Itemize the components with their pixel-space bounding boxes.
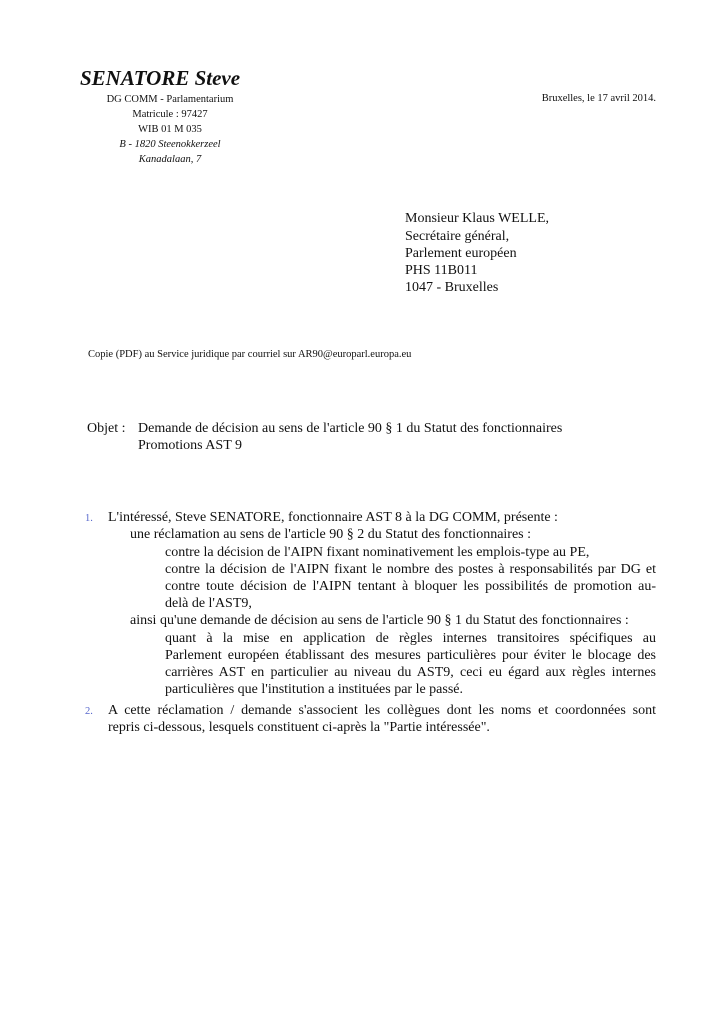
recipient-name: Monsieur Klaus WELLE, — [405, 211, 549, 226]
item-1-claim-line: delà de l'AST9, — [165, 596, 252, 611]
sender-department: DG COMM - Parlamentarium — [106, 94, 234, 105]
recipient-city: 1047 - Bruxelles — [405, 280, 499, 295]
item-number-2: 2. — [85, 706, 93, 717]
subject-label: Objet : — [87, 421, 126, 436]
item-1-request-line: quant à la mise en application de règles internes transitoires spécifiques au — [165, 631, 656, 646]
sender-address-street: Kanadalaan, 7 — [138, 154, 202, 165]
recipient-office: PHS 11B011 — [405, 263, 478, 278]
item-2-line: repris ci-dessous, lesquels constituent ci-après la "Partie intéressée". — [108, 720, 490, 735]
sender-office: WIB 01 M 035 — [138, 124, 202, 135]
item-1-claim-line: contre toute décision de l'AIPN tentant à bloquer les possibilités de promotion au- — [165, 579, 656, 594]
item-1-claim-line: contre la décision de l'AIPN fixant nominativement les emplois-type au PE, — [165, 545, 590, 560]
item-1-request-line: particulières que l'institution a instituées par le passé. — [165, 682, 463, 697]
recipient-organisation: Parlement européen — [405, 246, 517, 261]
item-number-1: 1. — [85, 513, 93, 524]
item-1-claim-line: contre la décision de l'AIPN fixant le nombre des postes à responsabilités par DG et — [165, 562, 656, 577]
item-1-request-line: carrières AST en particulier au niveau du AST9, ceci eu égard aux règles internes — [165, 665, 656, 680]
letter-date: Bruxelles, le 17 avril 2014. — [541, 93, 656, 104]
item-1-claim-heading: une réclamation au sens de l'article 90 § 2 du Statut des fonctionnaires : — [130, 527, 532, 542]
sender-matricule: Matricule : 97427 — [132, 109, 208, 120]
recipient-title: Secrétaire général, — [405, 229, 510, 244]
item-1-request-heading: ainsi qu'une demande de décision au sens de l'article 90 § 1 du Statut des fonctionnaires : — [130, 613, 629, 628]
copy-note: Copie (PDF) au Service juridique par courriel sur AR90@europarl.europa.eu — [88, 349, 412, 360]
item-1-request-line: Parlement européen établissant des mesures particulières pour éviter le blocage des — [165, 648, 656, 663]
item-1-intro: L'intéressé, Steve SENATORE, fonctionnaire AST 8 à la DG COMM, présente : — [108, 510, 558, 525]
subject-line-1: Demande de décision au sens de l'article 90 § 1 du Statut des fonctionnaires — [138, 421, 563, 436]
item-2-line: A cette réclamation / demande s'associent les collègues dont les noms et coordonnées sont — [108, 703, 656, 718]
subject-line-2: Promotions AST 9 — [138, 438, 242, 453]
sender-address-city: B - 1820 Steenokkerzeel — [119, 139, 221, 150]
sender-name: SENATORE Steve — [80, 66, 241, 90]
